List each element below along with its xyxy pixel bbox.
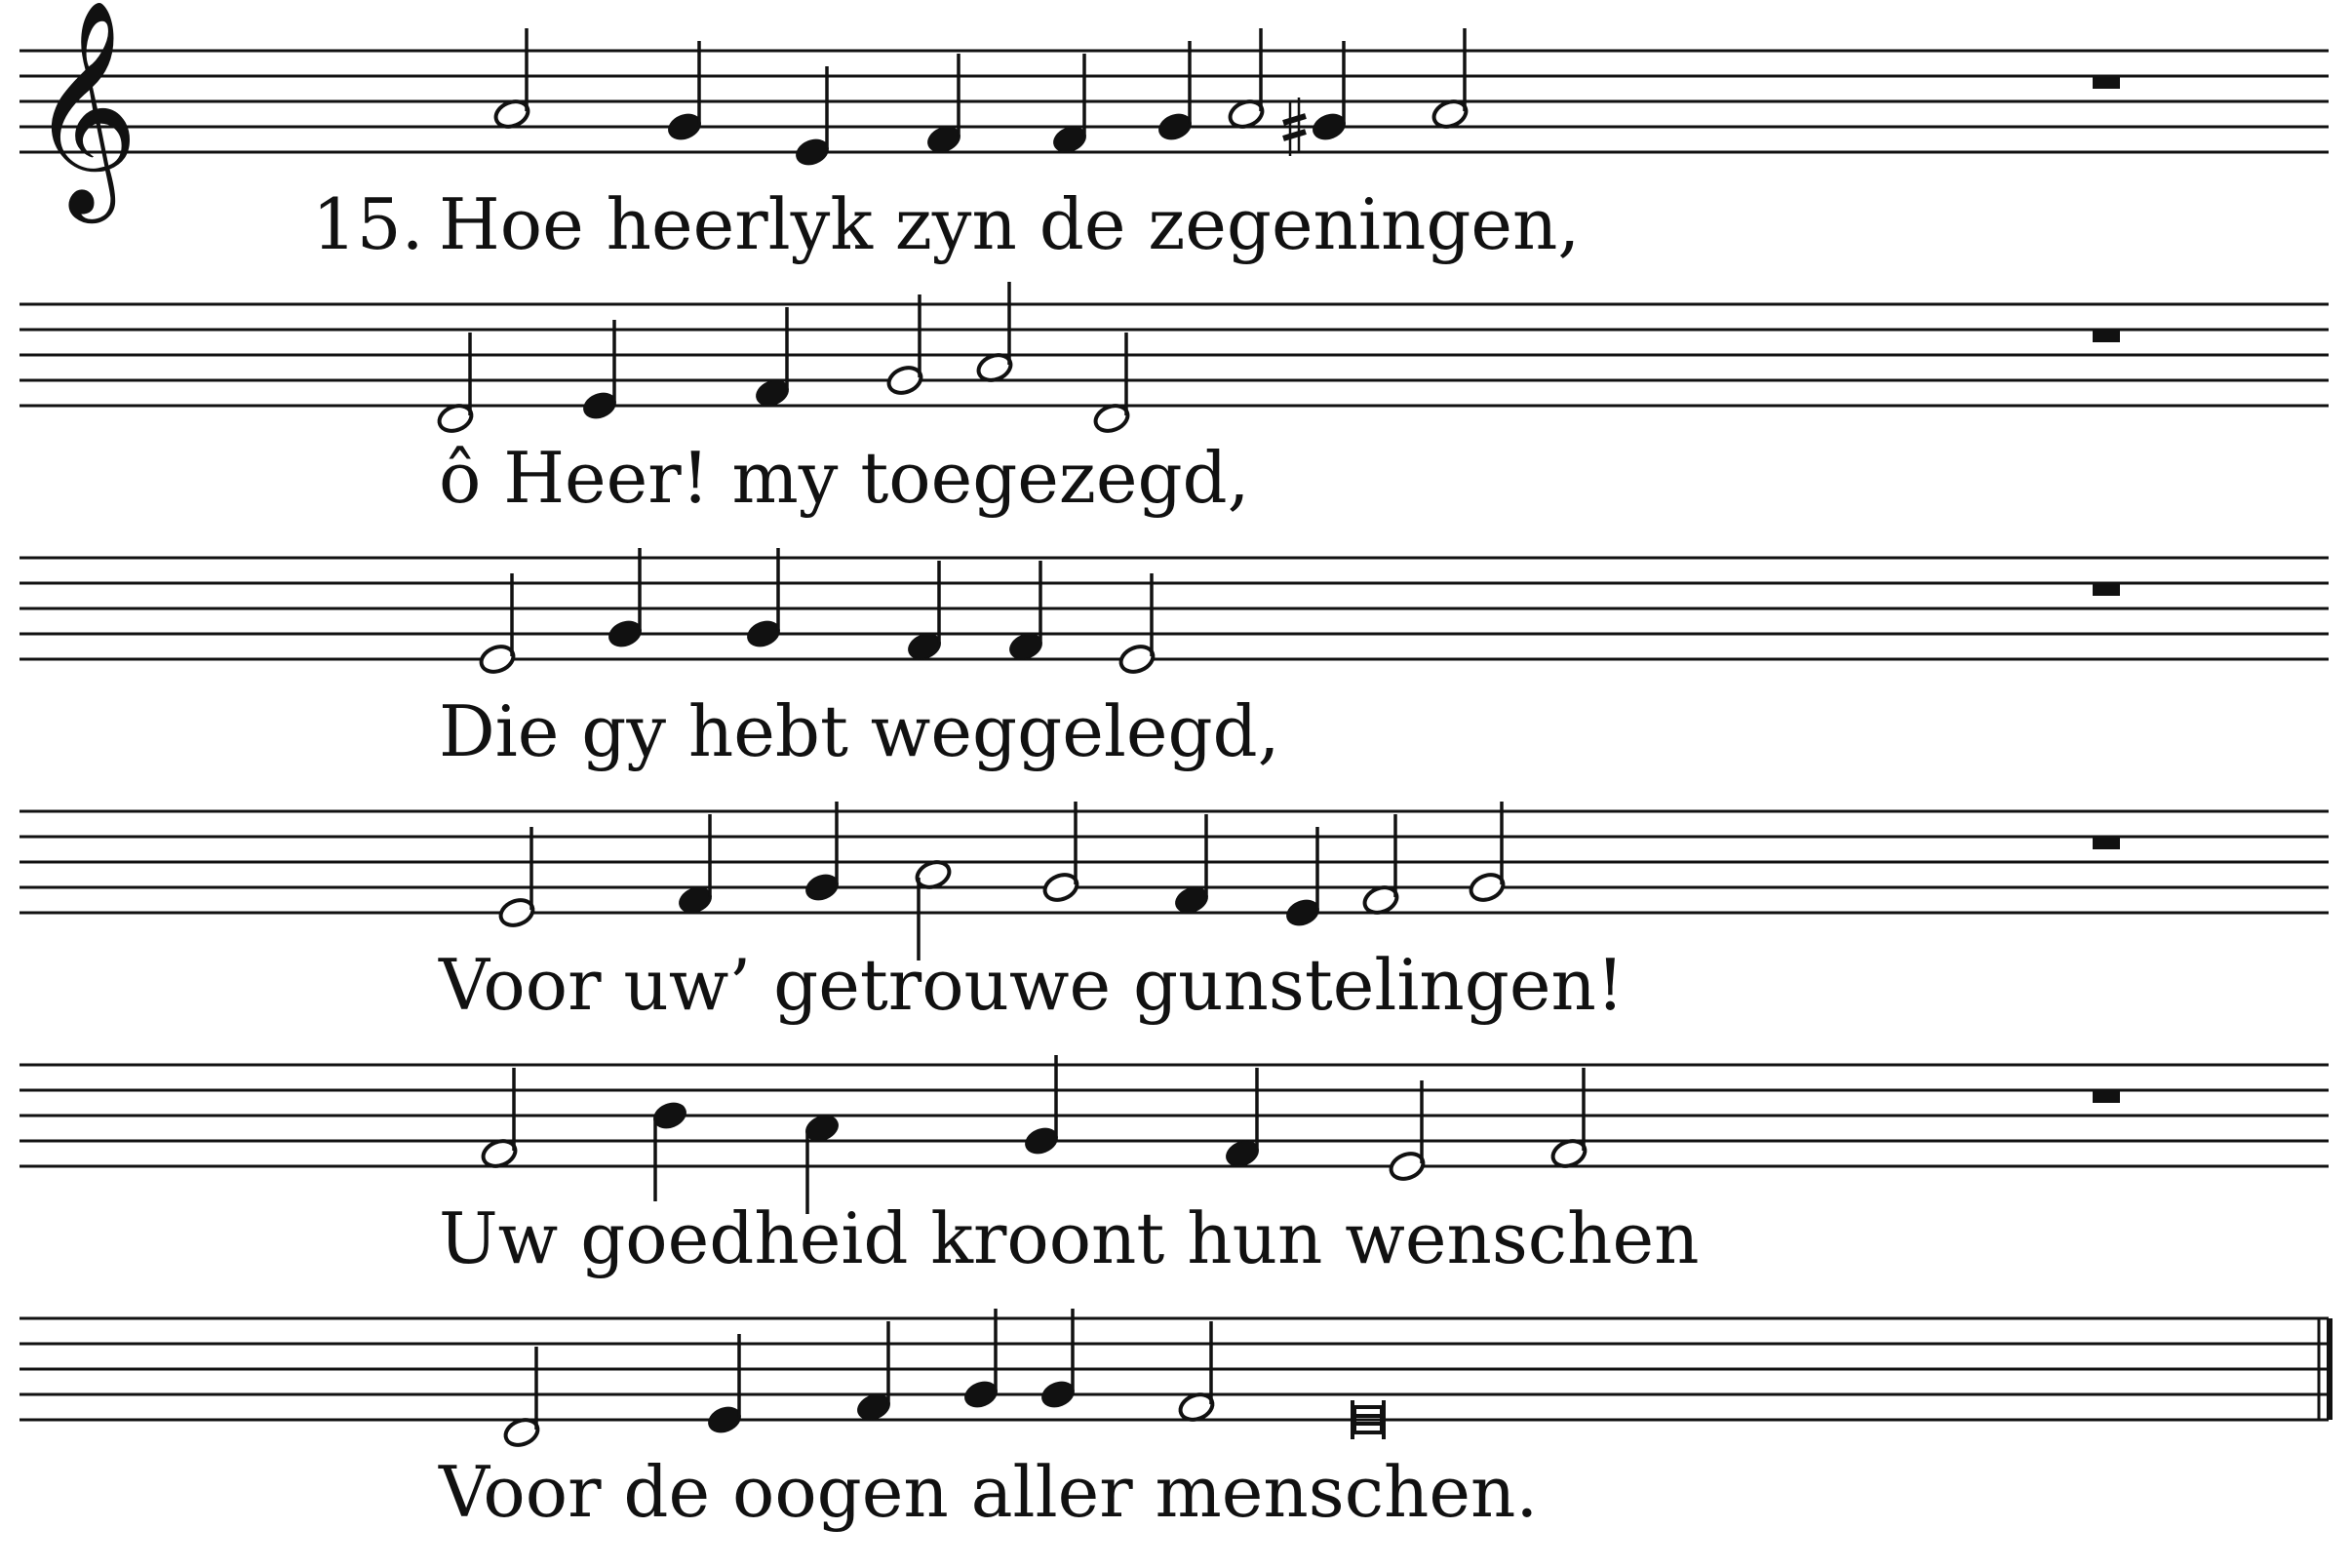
- staff-system-1: [20, 0, 2329, 265]
- note-half: [975, 282, 1015, 384]
- note-quarter: [905, 561, 945, 663]
- note-quarter: [1283, 41, 1349, 156]
- note-half: [1092, 333, 1132, 435]
- note-half: [1117, 573, 1157, 676]
- lyric-line: Voor uw’ getrouwe gunstelingen!: [439, 944, 1625, 1026]
- note-quarter: [793, 66, 833, 169]
- note-half: [502, 1347, 542, 1449]
- note-quarter: [580, 320, 620, 422]
- note-half: [1361, 814, 1401, 917]
- note-half: [478, 573, 518, 676]
- note-quarter: [1223, 1068, 1263, 1170]
- note-quarter: [1006, 561, 1046, 663]
- note-quarter: [1172, 814, 1212, 917]
- staff-system-5: [20, 1055, 2329, 1279]
- note-half: [1431, 28, 1470, 131]
- staff-system-2: [20, 282, 2329, 519]
- half-rest-icon: [2093, 330, 2120, 342]
- note-half: [885, 294, 925, 397]
- lyric-line: Voor de oogen aller menschen.: [439, 1451, 1539, 1533]
- note-quarter: [665, 41, 705, 143]
- score-systems: [20, 0, 2330, 1533]
- staff-system-4: [20, 802, 2329, 1026]
- half-rest-icon: [2093, 837, 2120, 849]
- lyric-line: ô Heer! my toegezegd,: [439, 437, 1250, 519]
- note-quarter: [744, 548, 784, 650]
- staff-system-3: [20, 548, 2329, 772]
- note-quarter: [705, 1334, 745, 1436]
- note-half: [1227, 28, 1267, 131]
- note-quarter: [1156, 41, 1196, 143]
- note-half: [1041, 802, 1081, 904]
- note-half: [1177, 1321, 1217, 1424]
- note-half: [480, 1068, 520, 1170]
- half-rest-icon: [2093, 76, 2120, 89]
- half-rest-icon: [2093, 583, 2120, 596]
- lyric-line: Hoe heerlyk zyn de zegeningen,: [439, 183, 1581, 265]
- note-quarter: [1050, 54, 1090, 156]
- note-quarter: [606, 548, 646, 650]
- note-half: [492, 28, 532, 131]
- staff-system-6: [20, 1309, 2330, 1533]
- note-quarter: [1283, 827, 1323, 929]
- note-half: [1388, 1080, 1428, 1183]
- note-quarter: [803, 802, 843, 904]
- note-quarter: [924, 54, 964, 156]
- treble-clef-icon: 𝄞: [29, 0, 139, 214]
- note-quarter: [854, 1321, 894, 1424]
- half-rest-icon: [2093, 1090, 2120, 1103]
- note-half: [1468, 802, 1508, 904]
- lyric-line: Die gy hebt weggelegd,: [439, 690, 1280, 772]
- note-quarter: [650, 1099, 690, 1201]
- verse-number: 15.: [312, 183, 424, 265]
- note-quarter: [1022, 1055, 1062, 1157]
- note-quarter: [961, 1309, 1001, 1411]
- note-half: [497, 827, 537, 929]
- note-quarter: [676, 814, 716, 917]
- note-half: [1549, 1068, 1589, 1170]
- note-half: [436, 333, 476, 435]
- lyric-line: Uw goedheid kroont hun wenschen: [439, 1197, 1700, 1279]
- note-quarter: [753, 307, 793, 410]
- note-quarter: [1039, 1309, 1078, 1411]
